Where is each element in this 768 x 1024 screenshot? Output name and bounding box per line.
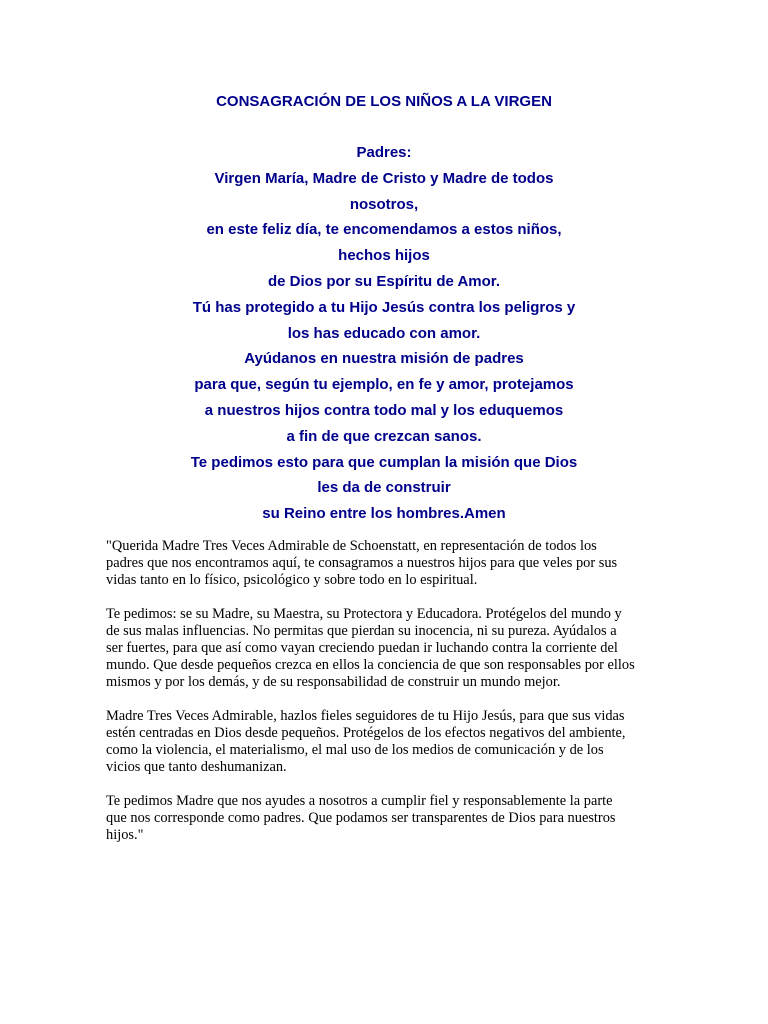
prayer-line: Te pedimos esto para que cumplan la misión que Dios [190, 453, 578, 471]
paragraph-querida-madre [106, 538, 666, 589]
prayer-line: en este feliz día, te encomendamos a estos niños, [206, 221, 562, 239]
text-line: mundo. Que desde pequeños crezca en ellos la conciencia de que son responsables por ellos [106, 657, 635, 673]
consecration-text [106, 538, 666, 861]
text-line: padres que nos encontramos aquí, te consagramos a nuestros hijos para que veles por sus [106, 555, 618, 571]
page-title: CONSAGRACIÓN DE LOS NIÑOS A LA VIRGEN [216, 93, 552, 110]
prayer-line: los has educado con amor. [287, 324, 481, 342]
prayer-line: de Dios por su Espíritu de Amor. [268, 272, 500, 290]
prayer-line: Virgen María, Madre de Cristo y Madre de todos [214, 169, 554, 187]
text-line: mismos y por los demás, y de su responsabilidad de construir un mundo mejor. [106, 674, 561, 690]
prayer-line: les da de construir [317, 479, 451, 497]
text-line: que nos corresponde como padres. Que podamos ser transparentes de Dios para nuestros [106, 810, 616, 826]
text-line: vidas tanto en lo físico, psicológico y sobre todo en lo espiritual. [106, 572, 478, 588]
prayer-line: para que, según tu ejemplo, en fe y amor, protejamos [194, 376, 574, 394]
paragraph-te-pedimos [106, 606, 666, 691]
text-line: Madre Tres Veces Admirable, hazlos fieles seguidores de tu Hijo Jesús, para que sus vidas [106, 708, 625, 724]
text-line: vicios que tanto deshumanizan. [106, 759, 287, 775]
parents-prayer [0, 140, 768, 527]
text-line: Te pedimos: se su Madre, su Maestra, su Protectora y Educadora. Protégelos del mundo y [106, 606, 622, 622]
prayer-line: su Reino entre los hombres.Amen [262, 505, 506, 523]
text-line: como la violencia, el materialismo, el mal uso de los medios de comunicación y de los [106, 742, 604, 758]
text-line: estén centradas en Dios desde pequeños. Protégelos de los efectos negativos del ambiente, [106, 725, 626, 741]
paragraph-closing [106, 793, 666, 844]
prayer-line: Tú has protegido a tu Hijo Jesús contra los peligros y [192, 298, 576, 316]
text-line: hijos." [106, 827, 144, 843]
prayer-line: a fin de que crezcan sanos. [286, 427, 482, 445]
text-line: ser fuertes, para que así como vayan creciendo puedan ir luchando contra la corriente del [106, 640, 618, 656]
prayer-line: Ayúdanos en nuestra misión de padres [244, 350, 524, 368]
prayer-line: nosotros, [349, 195, 419, 213]
text-line: Te pedimos Madre que nos ayudes a nosotros a cumplir fiel y responsablemente la parte [106, 793, 613, 809]
prayer-line: a nuestros hijos contra todo mal y los eduquemos [204, 401, 564, 419]
text-line: de sus malas influencias. No permitas que pierdan su inocencia, ni su pureza. Ayúdalos a [106, 623, 617, 639]
prayer-line: Padres: [356, 144, 412, 161]
prayer-line: hechos hijos [338, 247, 430, 265]
text-line: "Querida Madre Tres Veces Admirable de Schoenstatt, en representación de todos los [106, 538, 597, 554]
paragraph-madre-admirable [106, 708, 666, 776]
